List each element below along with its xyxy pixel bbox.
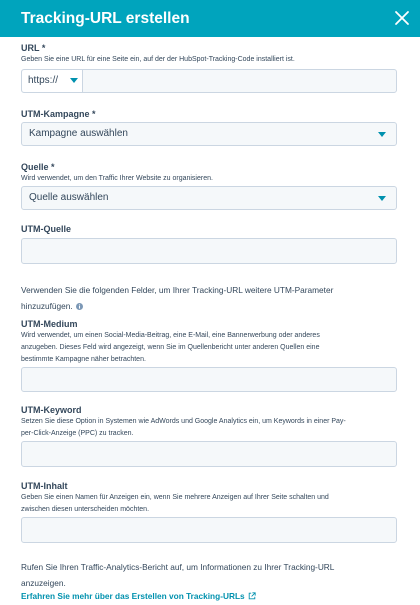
chevron-down-icon: [378, 132, 386, 138]
utm-source-input[interactable]: [21, 238, 397, 264]
campaign-label: UTM-Kampagne *: [21, 109, 96, 119]
chevron-down-icon: [378, 196, 386, 202]
url-label: URL *: [21, 43, 46, 53]
utm-medium-help-line-2: anzugeben. Dieses Feld wird angezeigt, wenn Sie im Quellenbericht unter anderen Quellen eine: [21, 344, 320, 351]
utm-keyword-label: UTM-Keyword: [21, 405, 82, 415]
chevron-down-icon: [70, 78, 78, 84]
utm-content-label: UTM-Inhalt: [21, 481, 68, 491]
utm-intro-line-2: hinzuzufügen.: [21, 300, 73, 311]
source-select[interactable]: [21, 186, 397, 210]
utm-medium-label: UTM-Medium: [21, 319, 78, 329]
url-input[interactable]: [84, 70, 396, 92]
utm-source-label: UTM-Quelle: [21, 224, 72, 234]
source-label: Quelle *: [21, 162, 55, 172]
learn-more-link-text: Erfahren Sie mehr über das Erstellen von Tracking-URLs: [21, 591, 245, 601]
dialog-title: Tracking-URL erstellen: [21, 10, 190, 27]
campaign-select[interactable]: [21, 122, 397, 146]
utm-medium-help-line-1: Wird verwendet, um einen Social-Media-Beitrag, eine E-Mail, eine Bannerwerbung oder anderes: [21, 332, 320, 339]
close-icon: [390, 6, 414, 30]
analytics-report-text: [21, 560, 391, 591]
source-help: Wird verwendet, um den Traffic Ihrer Website zu organisieren.: [21, 175, 213, 182]
learn-more-link[interactable]: [21, 591, 256, 601]
external-link-icon: [248, 592, 256, 600]
utm-intro-line-1: Verwenden Sie die folgenden Felder, um Ihrer Tracking-URL weitere UTM-Parameter: [21, 285, 334, 295]
url-help: Geben Sie eine URL für eine Seite ein, auf der der HubSpot-Tracking-Code installiert ist.: [21, 56, 295, 63]
url-field-group: [21, 69, 397, 93]
utm-medium-help-line-3: bestimmte Kampagne näher betrachten.: [21, 356, 146, 363]
info-icon[interactable]: [76, 303, 83, 310]
utm-medium-input[interactable]: [21, 367, 397, 392]
close-button[interactable]: [390, 6, 414, 30]
protocol-value: https://: [28, 75, 59, 86]
utm-content-help: [21, 492, 396, 516]
dialog-header: [0, 0, 420, 37]
utm-content-input[interactable]: [21, 517, 397, 543]
utm-keyword-help: [21, 416, 396, 440]
utm-keyword-input[interactable]: [21, 441, 397, 467]
utm-keyword-help-line-1: Setzen Sie diese Option in Systemen wie AdWords und Google Analytics ein, um Keywords in einer Pay-: [21, 418, 346, 425]
protocol-select[interactable]: [22, 70, 83, 92]
utm-content-help-line-1: Geben Sie einen Namen für Anzeigen ein, wenn Sie mehrere Anzeigen auf Ihrer Seite schalten und: [21, 494, 329, 501]
analytics-report-line-1: Rufen Sie Ihren Traffic-Analytics-Bericht auf, um Informationen zu Ihrer Tracking-URL: [21, 562, 335, 572]
utm-medium-help: [21, 330, 396, 366]
utm-intro-text: [21, 283, 391, 314]
utm-keyword-help-line-2: per-Click-Anzeige (PPC) zu tracken.: [21, 430, 134, 437]
campaign-select-value: Kampagne auswählen: [29, 128, 128, 139]
utm-content-help-line-2: zwischen diesen unterscheiden möchten.: [21, 506, 150, 513]
source-select-value: Quelle auswählen: [29, 192, 109, 203]
analytics-report-line-2: anzuzeigen.: [21, 577, 66, 588]
